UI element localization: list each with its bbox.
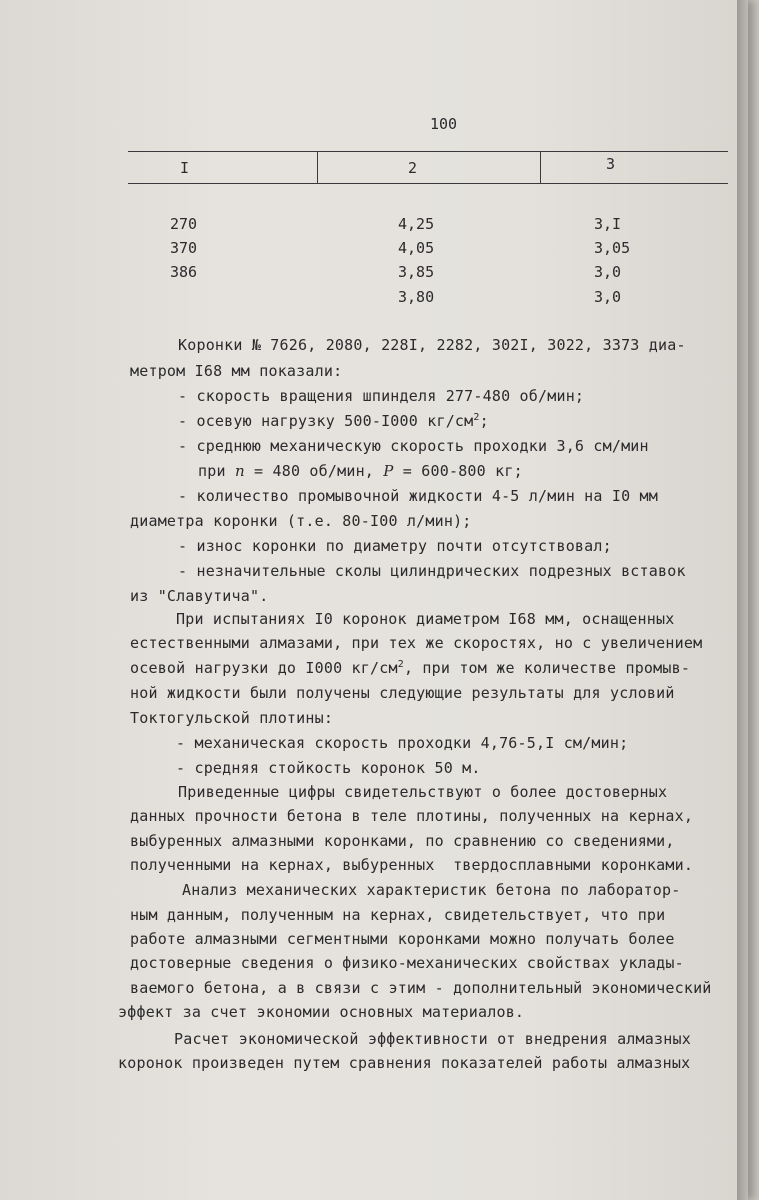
page-edge [737, 0, 748, 1200]
text-line: выбуренных алмазными коронками, по сравнению со сведениями, [130, 832, 675, 850]
text-line: - механическая скорость проходки 4,76-5,I см/мин; [176, 734, 629, 752]
table-col-divider [317, 151, 318, 184]
text-line: осевой нагрузки до I000 $кг/см^2$, при том же количестве промыв- [130, 659, 691, 677]
superscript: 2 [397, 659, 404, 670]
variable-p: P [383, 462, 394, 480]
table-header-rule [128, 183, 728, 184]
text-line: - средняя стойкость коронок 50 м. [176, 759, 481, 777]
text-line: ной жидкости были получены следующие результаты для условий [130, 684, 675, 702]
text-line: данных прочности бетона в теле плотины, полученных на кернах, [130, 807, 694, 825]
table-cell: 4,05 [398, 239, 435, 257]
text-line: Токтогульской плотины: [130, 709, 334, 727]
superscript: 2 [473, 412, 480, 423]
table-header-cell: 2 [408, 159, 418, 177]
text-line: - количество промывочной жидкости 4-5 л/мин на I0 мм [178, 487, 658, 505]
table-cell: 386 [170, 263, 198, 281]
table-cell: 3,0 [594, 288, 622, 306]
table-header-cell: 3 [606, 155, 616, 173]
text-line: Приведенные цифры свидетельствуют о более достоверных [178, 783, 668, 801]
table-col-divider [540, 151, 541, 184]
table-cell: 370 [170, 239, 198, 257]
text-line: - осевую нагрузку 500-I000 $кг/см^2$; [178, 412, 489, 430]
table-cell: 3,85 [398, 263, 435, 281]
variable-n: n [234, 462, 245, 480]
table-cell: 3,05 [594, 239, 631, 257]
text-line: ным данным, полученным на кернах, свидетельствует, что при [130, 906, 666, 924]
table-cell: 3,80 [398, 288, 435, 306]
text-line: Коронки № 7626, 2080, 228I, 2282, 302I, 3022, 3373 диа- [178, 336, 686, 354]
text-line: Расчет экономической эффективности от внедрения алмазных [174, 1030, 691, 1048]
table-header-cell: I [180, 159, 190, 177]
page-number: 100 [430, 115, 458, 133]
text-line: эффект за счет экономии основных материалов. [118, 1003, 525, 1021]
text-line: при n = 480 об/мин, P = 600-800 кг; [198, 462, 523, 480]
table-top-rule [128, 151, 728, 152]
text-line: - среднюю механическую скорость проходки 3,6 см/мин [178, 437, 649, 455]
text-line: При испытаниях I0 коронок диаметром I68 мм, оснащенных [176, 610, 675, 628]
table-cell: 3,0 [594, 263, 622, 281]
text-line: - износ коронки по диаметру почти отсутствовал; [178, 537, 612, 555]
text-line: диаметра коронки (т.е. 80-I00 л/мин); [130, 512, 472, 530]
text-line: коронок произведен путем сравнения показателей работы алмазных [118, 1054, 691, 1072]
text-line: работе алмазными сегментными коронками можно получать более [130, 930, 675, 948]
text-line: - незначительные сколы цилиндрических подрезных вставок [178, 562, 686, 580]
table-cell: 270 [170, 215, 198, 233]
text-line: ваемого бетона, а в связи с этим - дополнительный экономический [130, 979, 712, 997]
text-line: Анализ механических характеристик бетона по лаборатор- [182, 881, 681, 899]
text-line: полученными на кернах, выбуренных твердосплавными коронками. [130, 856, 694, 874]
table-cell: 3,I [594, 215, 622, 233]
text-line: - скорость вращения шпинделя 277-480 об/мин; [178, 387, 585, 405]
text-line: естественными алмазами, при тех же скоростях, но с увеличением [130, 634, 703, 652]
table-cell: 4,25 [398, 215, 435, 233]
text-line: метром I68 мм показали: [130, 362, 343, 380]
text-line: достоверные сведения о физико-механических свойствах уклады- [130, 954, 684, 972]
text-line: из "Славутича". [130, 587, 269, 605]
